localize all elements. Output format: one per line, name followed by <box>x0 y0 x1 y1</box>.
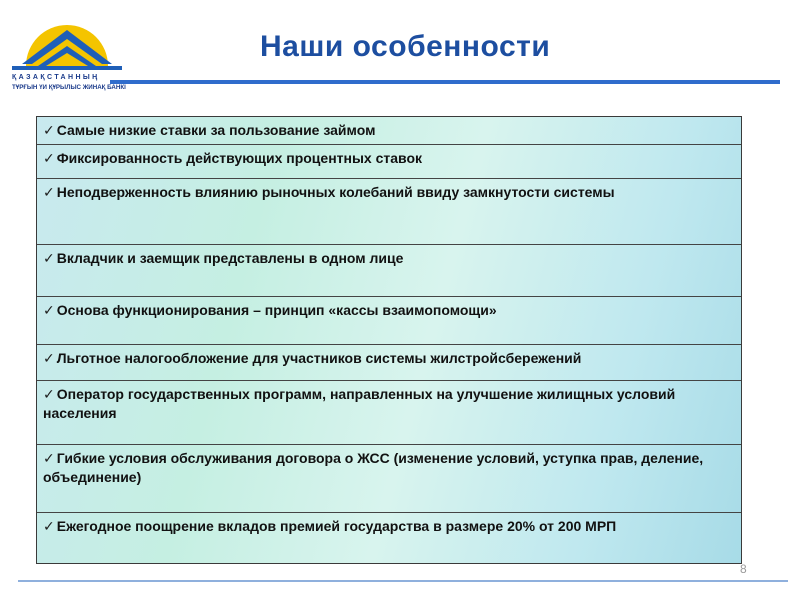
checkmark-icon: ✓ <box>43 122 55 138</box>
checkmark-icon: ✓ <box>43 386 55 402</box>
checkmark-icon: ✓ <box>43 450 55 466</box>
features-table <box>36 116 742 564</box>
checkmark-icon: ✓ <box>43 350 55 366</box>
sun-roof-icon <box>12 6 122 72</box>
feature-text: Неподверженность влиянию рыночных колебаний ввиду замкнутости системы <box>56 184 615 200</box>
checkmark-icon: ✓ <box>43 302 55 318</box>
feature-row <box>37 179 741 245</box>
logo-text-line2: ТҰРҒЫН ҮЙ ҚҰРЫЛЫС ЖИНАҚ БАНКІ <box>12 84 126 91</box>
checkmark-icon: ✓ <box>43 518 55 534</box>
checkmark-icon: ✓ <box>43 250 55 266</box>
feature-row <box>37 297 741 345</box>
feature-row <box>37 145 741 179</box>
slide-title: Наши особенности <box>260 30 551 63</box>
feature-row <box>37 513 741 565</box>
feature-text: Самые низкие ставки за пользование займом <box>56 122 376 138</box>
feature-row <box>37 345 741 381</box>
checkmark-icon: ✓ <box>43 150 55 166</box>
feature-text: Ежегодное поощрение вкладов премией государства в размере 20% от 200 МРП <box>56 518 617 534</box>
feature-row <box>37 245 741 297</box>
page-number: 8 <box>740 562 747 576</box>
logo-text-line1: ҚАЗАҚСТАННЫҢ <box>12 74 100 81</box>
title-divider <box>110 80 780 84</box>
checkmark-icon: ✓ <box>43 184 55 200</box>
feature-text: Вкладчик и заемщик представлены в одном лице <box>56 250 404 266</box>
feature-row <box>37 445 741 513</box>
feature-row <box>37 117 741 145</box>
feature-row <box>37 381 741 445</box>
footer-divider <box>18 580 788 582</box>
feature-text: Оператор государственных программ, направленных на улучшение жилищных условий населения <box>43 386 676 421</box>
feature-text: Льготное налогообложение для участников системы жилстройсбережений <box>56 350 582 366</box>
feature-text: Основа функционирования – принцип «кассы взаимопомощи» <box>56 302 497 318</box>
feature-text: Гибкие условия обслуживания договора о ЖСС (изменение условий, уступка прав, деление, объединение) <box>43 450 704 485</box>
feature-text: Фиксированность действующих процентных ставок <box>56 150 423 166</box>
